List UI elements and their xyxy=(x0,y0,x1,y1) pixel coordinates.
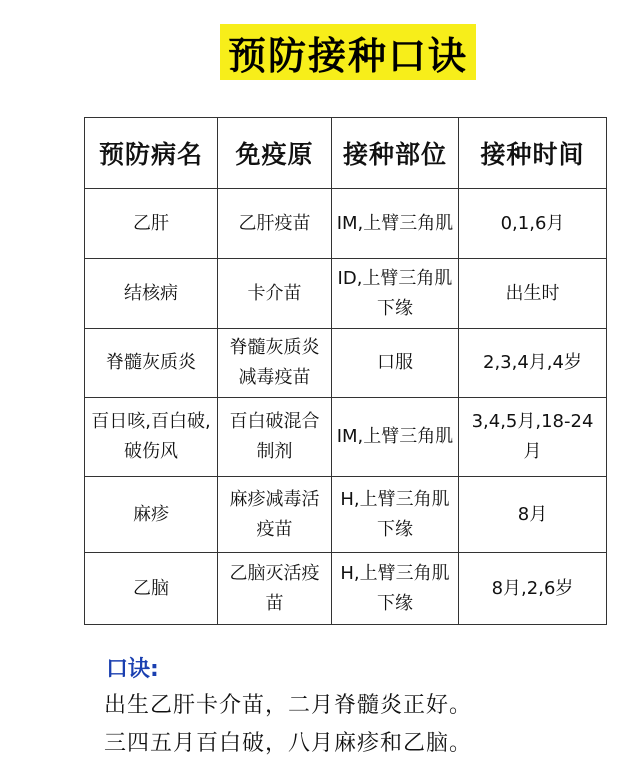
cell-immunogen: 百白破混合 制剂 xyxy=(218,398,332,477)
table-row xyxy=(85,553,607,625)
table-row xyxy=(85,329,607,398)
cell-schedule: 0,1,6月 xyxy=(459,189,607,259)
cell-site: ID,上臂三角肌 下缘 xyxy=(332,259,459,329)
cell-immunogen: 脊髓灰质炎 减毒疫苗 xyxy=(218,329,332,398)
cell-disease: 麻疹 xyxy=(85,477,218,553)
cell-site: IM,上臂三角肌 xyxy=(332,398,459,477)
mnemonic-line: 三四五月百白破，八月麻疹和乙脑。 xyxy=(104,731,473,756)
cell-immunogen: 乙肝疫苗 xyxy=(218,189,332,259)
cell-immunogen: 乙脑灭活疫 苗 xyxy=(218,553,332,625)
table-row xyxy=(85,398,607,477)
cell-disease: 结核病 xyxy=(85,259,218,329)
cell-disease: 乙肝 xyxy=(85,189,218,259)
cell-schedule: 2,3,4月,4岁 xyxy=(459,329,607,398)
table-header-row xyxy=(85,118,607,189)
page-title: 预防接种口诀 xyxy=(220,24,476,80)
cell-disease: 百日咳,百白破, 破伤风 xyxy=(85,398,218,477)
column-header-site: 接种部位 xyxy=(332,118,459,189)
table-row xyxy=(85,189,607,259)
cell-schedule: 出生时 xyxy=(459,259,607,329)
cell-site: H,上臂三角肌 下缘 xyxy=(332,477,459,553)
column-header-immunogen: 免疫原 xyxy=(218,118,332,189)
cell-schedule: 8月,2,6岁 xyxy=(459,553,607,625)
vaccination-table xyxy=(84,117,607,625)
cell-disease: 乙脑 xyxy=(85,553,218,625)
cell-site: IM,上臂三角肌 xyxy=(332,189,459,259)
table-row xyxy=(85,477,607,553)
mnemonic-line: 出生乙肝卡介苗，二月脊髓炎正好。 xyxy=(104,693,473,718)
cell-disease: 脊髓灰质炎 xyxy=(85,329,218,398)
column-header-disease: 预防病名 xyxy=(85,118,218,189)
mnemonic-heading: 口诀: xyxy=(106,657,159,682)
cell-schedule: 8月 xyxy=(459,477,607,553)
cell-immunogen: 麻疹减毒活 疫苗 xyxy=(218,477,332,553)
cell-immunogen: 卡介苗 xyxy=(218,259,332,329)
cell-site: H,上臂三角肌 下缘 xyxy=(332,553,459,625)
table-row xyxy=(85,259,607,329)
column-header-schedule: 接种时间 xyxy=(459,118,607,189)
cell-schedule: 3,4,5月,18-24月 xyxy=(459,398,607,477)
cell-site: 口服 xyxy=(332,329,459,398)
